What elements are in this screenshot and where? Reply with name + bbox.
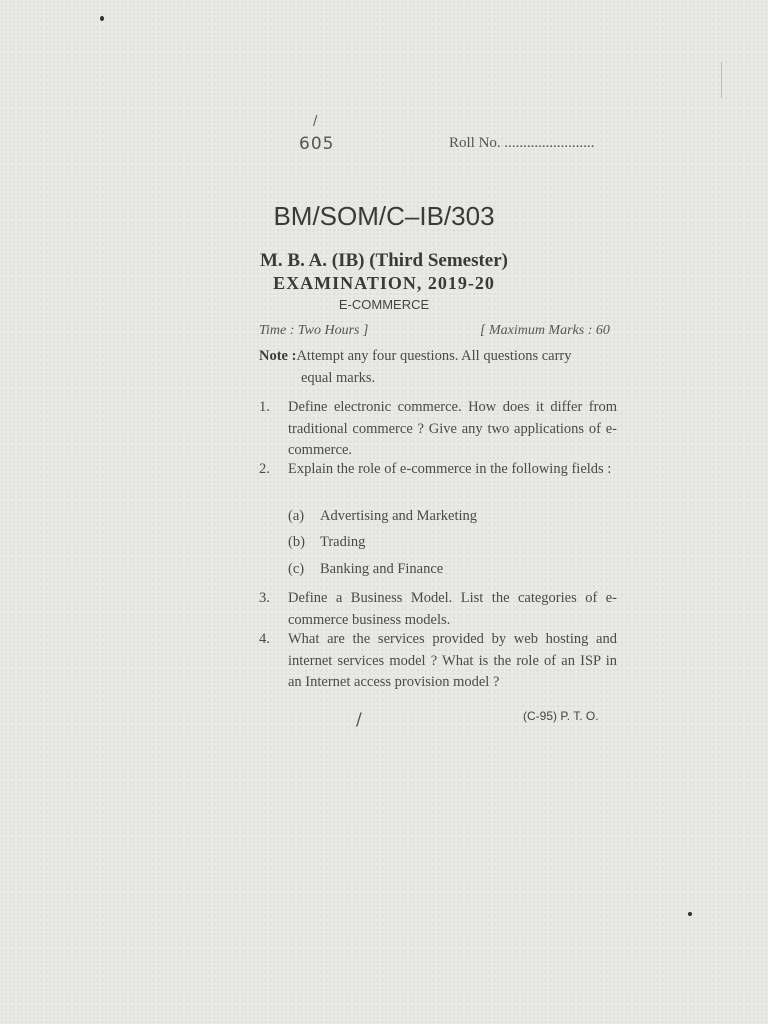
note-line-2: equal marks. bbox=[301, 369, 376, 386]
question-1 bbox=[259, 397, 617, 462]
question-number: 1. bbox=[259, 399, 270, 415]
sub-item-b bbox=[288, 534, 365, 551]
sub-item-label: (b) bbox=[288, 534, 305, 550]
sub-item-a bbox=[288, 508, 477, 525]
page-footer-code: (C-95) P. T. O. bbox=[523, 709, 599, 723]
roll-number-field: Roll No. ........................ bbox=[449, 135, 595, 151]
note-line-1: Attempt any four questions. All questions carry bbox=[296, 348, 572, 364]
sub-item-text: Banking and Finance bbox=[320, 561, 444, 577]
question-number: 3. bbox=[259, 590, 270, 606]
question-text: Explain the role of e-commerce in the following fields : bbox=[288, 461, 612, 477]
sub-item-text: Advertising and Marketing bbox=[320, 508, 478, 524]
maximum-marks: [ Maximum Marks : 60 bbox=[480, 323, 610, 338]
question-2 bbox=[259, 459, 617, 481]
subject-title: E-COMMERCE bbox=[338, 297, 430, 312]
sub-item-c bbox=[288, 561, 443, 578]
question-number: 4. bbox=[259, 631, 270, 647]
handwritten-number: 605 bbox=[299, 134, 335, 154]
scan-edge-line bbox=[721, 62, 722, 98]
question-text: Define a Business Model. List the categories of e-commerce business models. bbox=[288, 590, 617, 628]
question-text: Define electronic commerce. How does it differ from traditional commerce ? Give any two applications of e-commerce. bbox=[288, 399, 617, 458]
note-label: Note : bbox=[259, 348, 297, 364]
question-3 bbox=[259, 588, 617, 631]
handwritten-mark-top: / bbox=[313, 114, 318, 129]
scan-speck bbox=[688, 912, 692, 916]
exam-title: EXAMINATION, 2019-20 bbox=[273, 273, 495, 293]
note bbox=[259, 346, 617, 389]
question-text: What are the services provided by web hosting and internet services model ? What is the role of an ISP in an Internet access provision model ? bbox=[288, 631, 617, 690]
question-4 bbox=[259, 629, 617, 694]
paper-code: BM/SOM/C–IB/303 bbox=[273, 201, 495, 231]
sub-item-text: Trading bbox=[320, 534, 366, 550]
scan-speck bbox=[100, 16, 104, 21]
sub-item-label: (a) bbox=[288, 508, 305, 524]
question-number: 2. bbox=[259, 461, 270, 477]
time-allowed: Time : Two Hours ] bbox=[259, 323, 369, 338]
sub-item-label: (c) bbox=[288, 561, 305, 577]
handwritten-mark-footer: / bbox=[356, 710, 362, 730]
course-title: M. B. A. (IB) (Third Semester) bbox=[259, 250, 509, 271]
